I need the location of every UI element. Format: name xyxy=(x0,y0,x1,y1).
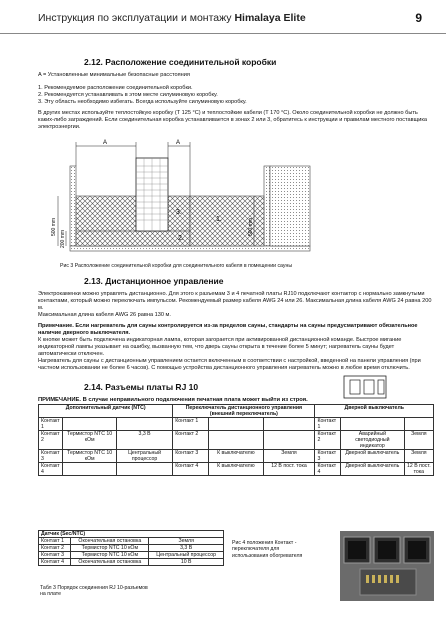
paragraph: К кнопке может быть подключена индикаторная лампа, которая загорается при активированной дистанционной команде. Быстрое мигание индикаторной лампы указывает на ошибку, вызванную тем, что дверь сауны открыта в течение более 5 минут; нагреватель сауны будет автоматически отключен. xyxy=(38,337,402,357)
sensor-table xyxy=(38,530,224,566)
list-item: 1. Рекомендуемое расположение соединительной коробки. xyxy=(38,85,193,91)
legend-text: A = Установленные минимальные безопасные расстояния xyxy=(38,72,190,78)
figure-4-caption: Рис 4 положения Контакт - переключателя для использования обогревателя xyxy=(232,540,303,559)
table-row: Контакт 1 Окончательная остановка Земля xyxy=(39,538,224,545)
table-3-caption: Табл 3 Порядок соединения RJ 10-разъемов на плате xyxy=(40,585,148,598)
table-header: Дверной выключатель xyxy=(315,405,434,418)
dim-500mm-right: 500 mm xyxy=(248,217,254,236)
table-row: Контакт 2 Термистор NTC 10 кОм 3,3 В Контакт 2 Контакт 2 Аварийный светодиодный индикатор Земля xyxy=(39,431,434,450)
zone-label-2: 2. xyxy=(178,235,184,242)
dim-a-left: A xyxy=(103,140,108,146)
paragraph: В других местах используйте теплостойкую коробку (T 125 °C) и теплостойкие кабели (T 170 °C). Около соединительной коробки не должно быть каких-либо заграждений. Если соединительная коробка устанавливается в зонах 2 или 3, обратитесь к инструкции и правилам местного поставщика электроэнергии. xyxy=(38,110,428,130)
page-number: 9 xyxy=(415,11,422,25)
table-header: Переключатель дистанционного управления (внешний переключатель) xyxy=(173,405,315,418)
section-heading-2-12: 2.12. Расположение соединительной коробки xyxy=(84,57,277,67)
list-item: 3. Эту область необходимо избегать. Всегда используйте силуминовую коробку. xyxy=(38,99,247,105)
table-header: Дополнительный датчик (NTC) xyxy=(39,405,173,418)
table-row: Контакт 3 Термистор NTC 10 кОм Центральный процессор xyxy=(39,552,224,559)
section-heading-2-13: 2.13. Дистанционное управление xyxy=(84,276,224,286)
paragraph: Электрокаменки можно управлять дистанционно. Для этого к разъемам 3 и 4 печатной платы RJ10 подключают контактор с нормально замкнутыми контактами, который можно переключать импульсом. Рекомендуемый размер кабеля AWG 24 или 26. Максимальная длина кабеля AWG 24 равна 200 м. xyxy=(38,291,432,311)
zone-hatched-bottom xyxy=(76,231,190,246)
table-row: Контакт 4 Окончательная остановка 10 В xyxy=(39,559,224,566)
rj10-connections-table xyxy=(38,404,434,476)
warning-note: ПРИМЕЧАНИЕ. В случае неправильного подключения печатная плата может выйти из строя. xyxy=(38,397,308,403)
table-row: Контакт 4 Контакт 4 К выключателю 12 В пост. тока Контакт 4 Дверной выключатель 12 В пост. тока xyxy=(39,463,434,476)
rj10-sockets-photo xyxy=(340,531,434,601)
header-title: Инструкция по эксплуатации и монтажу Himalaya Elite xyxy=(38,12,306,24)
figure-3-caption: Рис 3 Расположение соединительной коробки для соединительного кабеля в помещении сауны xyxy=(60,263,293,269)
section-heading-2-14: 2.14. Разъемы платы RJ 10 xyxy=(84,382,199,392)
zone-label-1: 1. xyxy=(216,216,222,223)
dim-200mm: 200 mm xyxy=(60,229,66,248)
outside-zone xyxy=(270,166,310,246)
junction-box-figure xyxy=(40,136,350,261)
rj10-connector-icon xyxy=(338,372,392,402)
paragraph: Максимальная длина кабеля AWG 26 равна 130 м. xyxy=(38,312,171,318)
wall-left xyxy=(70,166,76,246)
table-row: Контакт 1 Контакт 1 Контакт 1 xyxy=(39,418,434,431)
list-item: 2. Рекомендуется устанавливать в этом месте силуминовую коробку. xyxy=(38,92,218,98)
dim-500mm-left: 500 mm xyxy=(51,217,57,236)
wall-right xyxy=(264,166,270,246)
floor xyxy=(70,246,310,251)
header-rule xyxy=(0,33,446,34)
zone-label-3: 3. xyxy=(176,209,182,216)
dim-a-right: A xyxy=(176,140,181,146)
paragraph: Нагреватель для сауны с дистанционным управлением остается включенным в соответствии с настройкой, введенной на панели управления (при частном использовании не более 6 часов). С помощью устройства дистанционного управления нагреватель можно в любое время отключить. xyxy=(38,358,421,371)
table-row: Контакт 2 Термистор NTC 10 кОм 3,3 В xyxy=(39,545,224,552)
table-row: Контакт 3 Термистор NTC 10 кОм Центральный процессор Контакт 3 К выключателю Земля Контакт 3 Дверной выключатель Земля xyxy=(39,450,434,463)
table-header: Датчик (Sec/NTC) xyxy=(39,531,224,538)
note-bold: Примечание. Если нагреватель для сауны контролируется из-за пределов сауны, стандарты на сауны предусматривают обязательное наличие дверного выключателя. xyxy=(38,323,418,336)
